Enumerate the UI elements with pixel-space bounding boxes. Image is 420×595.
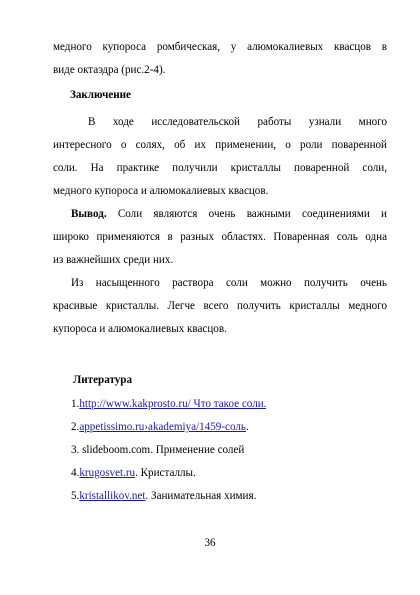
literature-item-4-suffix: . Кристаллы.	[135, 467, 196, 479]
conclusion-line-1: В ходе исследовательской работы узнали много	[88, 116, 387, 128]
verdict-line-2: широко применяются в разных областях. Поваренная соль одна	[53, 231, 387, 243]
literature-item-4-number: 4.	[71, 467, 80, 479]
extra-line-2: красивые кристаллы. Легче всего получить кристаллы медного	[53, 300, 387, 312]
conclusion-line-2: интересного о солях, об их применении, о роли поваренной	[53, 139, 387, 151]
literature-item-2-suffix: .	[245, 421, 249, 433]
literature-item-5-suffix: . Занимательная химия.	[145, 490, 257, 502]
intro-line-1: медного купороса ромбическая, у алюмокалиевых квасцов в	[53, 41, 387, 53]
literature-item-2-link[interactable]: appetissimo.ru›akademiya/1459-соль	[79, 421, 246, 433]
literature-item-3	[71, 439, 244, 462]
conclusion-line-3: соли. На практике получили кристаллы поваренной соли,	[53, 162, 387, 174]
literature-item-1-number: 1.	[71, 398, 80, 410]
literature-item-3-text: 3. slideboom.com. Применение солей	[71, 444, 245, 456]
literature-item-4-link[interactable]: krugosvet.ru	[79, 467, 136, 479]
literature-item-2-number: 2.	[71, 421, 80, 433]
verdict-label: Вывод.	[71, 208, 107, 220]
verdict-line-3: из важнейших среди них.	[53, 254, 174, 266]
verdict-line-1	[71, 203, 387, 226]
literature-item-1-link[interactable]: http://www.kakprosto.ru/ Что такое соли.	[79, 398, 267, 410]
literature-item-2	[71, 416, 249, 439]
conclusion-heading: Заключение	[70, 89, 131, 101]
literature-item-5	[71, 485, 256, 508]
literature-heading: Литература	[73, 374, 133, 386]
literature-item-4	[71, 462, 196, 485]
extra-line-3: купороса и алюмокалиевых квасцов.	[53, 323, 227, 335]
conclusion-line-4: медного купороса и алюмокалиевых квасцов.	[53, 185, 269, 197]
literature-item-5-link[interactable]: kristallikov.net	[79, 490, 146, 502]
verdict-line-1-text: Соли являются очень важными соединениями и	[106, 208, 387, 220]
literature-item-5-number: 5.	[71, 490, 80, 502]
literature-item-1	[71, 393, 266, 416]
page-number: 36	[204, 537, 216, 549]
extra-line-1: Из насыщенного раствора соли можно получить очень	[71, 277, 387, 289]
intro-line-2: виде октаэдра (рис.2-4).	[53, 64, 166, 76]
